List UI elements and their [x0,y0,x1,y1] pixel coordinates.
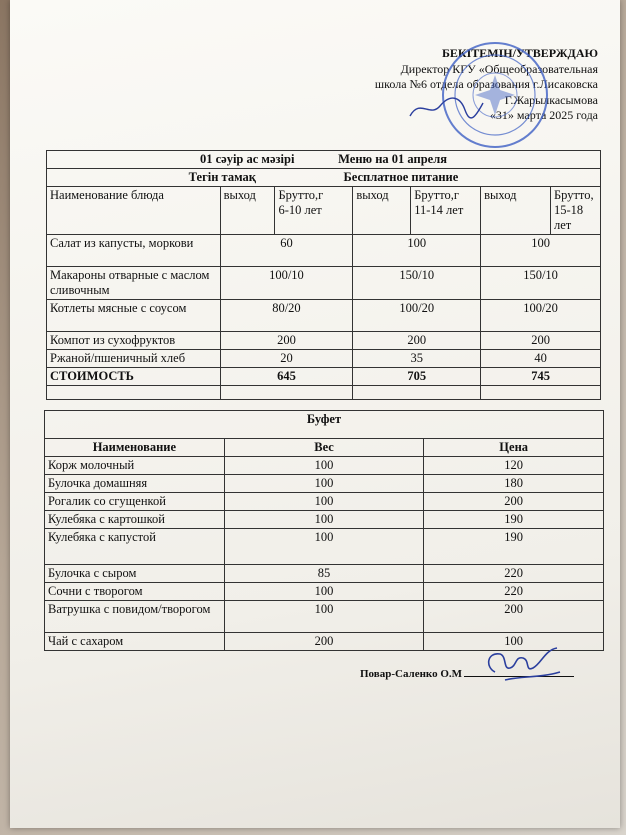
age-group-3: 15-18 лет [553,203,584,232]
free-meal-kz: Тегін тамақ [188,170,256,184]
menu-table [46,150,601,400]
dish-value-3: 200 [481,332,601,350]
buffet-item-weight: 100 [224,511,424,529]
buffet-table [44,410,604,651]
buffet-item-price: 180 [424,475,604,493]
buffet-item-name: Кулебяка с капустой [45,529,225,565]
dish-value-2: 200 [353,332,481,350]
cost-value-3: 745 [481,368,601,386]
menu-row [47,332,601,350]
approval-heading: БЕКІТЕМІН/УТВЕРЖДАЮ [441,46,598,60]
buffet-item-price: 100 [424,633,604,651]
buffet-row [45,457,604,475]
buffet-item-price: 200 [424,601,604,633]
buffet-item-price: 190 [424,529,604,565]
dish-value-2: 100/20 [353,300,481,332]
col-header-gross-2: Брутто,г 11-14 лет [411,187,481,235]
dish-value-1: 200 [220,332,353,350]
dish-value-1: 80/20 [220,300,353,332]
buffet-item-price: 220 [424,565,604,583]
cost-row [47,368,601,386]
buffet-title: Буфет [45,411,604,439]
buffet-row [45,565,604,583]
buffet-item-name: Рогалик со сгущенкой [45,493,225,511]
age-group-1: 6-10 лет [278,203,322,217]
menu-title-ru: Меню на 01 апреля [338,152,447,166]
buffet-row [45,475,604,493]
buffet-item-price: 220 [424,583,604,601]
buffet-item-weight: 100 [224,457,424,475]
cook-label: Повар-Саленко О.М [360,668,463,680]
dish-name: Салат из капусты, моркови [47,235,221,267]
blank-row [47,386,601,400]
col-header-out: выход [220,187,275,235]
dish-name: Котлеты мясные с соусом [47,300,221,332]
buffet-row [45,511,604,529]
dish-value-3: 40 [481,350,601,368]
dish-value-3: 100 [481,235,601,267]
menu-row [47,300,601,332]
col-header-gross-1: Брутто,г 6-10 лет [275,187,353,235]
dish-value-2: 150/10 [353,267,481,300]
dish-name: Компот из сухофруктов [47,332,221,350]
dish-value-1: 100/10 [220,267,353,300]
buffet-col-name: Наименование [45,439,225,457]
buffet-col-price: Цена [424,439,604,457]
menu-row [47,235,601,267]
menu-title-row [47,151,601,169]
buffet-row [45,493,604,511]
dish-name: Ржаной/пшеничный хлеб [47,350,221,368]
buffet-row [45,601,604,633]
cost-value-1: 645 [220,368,353,386]
col-header-out: выход [353,187,411,235]
approval-line: Директор КГУ «Общеобразовательная [400,61,598,76]
buffet-item-name: Ватрушка с повидом/творогом [45,601,225,633]
buffet-col-weight: Вес [224,439,424,457]
free-meal-ru: Бесплатное питание [343,170,459,184]
buffet-item-name: Корж молочный [45,457,225,475]
cook-signature-icon [475,642,565,687]
director-signature-icon [405,88,485,128]
menu-row [47,267,601,300]
dish-value-3: 100/20 [481,300,601,332]
buffet-item-weight: 100 [224,529,424,565]
buffet-item-price: 120 [424,457,604,475]
buffet-item-name: Чай с сахаром [45,633,225,651]
dish-value-2: 35 [353,350,481,368]
age-group-2: 11-14 лет [414,203,464,217]
buffet-item-weight: 85 [224,565,424,583]
buffet-item-weight: 100 [224,583,424,601]
buffet-item-name: Кулебяка с картошкой [45,511,225,529]
buffet-item-name: Булочка с сыром [45,565,225,583]
buffet-item-name: Сочни с творогом [45,583,225,601]
buffet-item-weight: 100 [224,493,424,511]
col-header-name: Наименование блюда [47,187,221,235]
buffet-item-price: 200 [424,493,604,511]
dish-value-1: 60 [220,235,353,267]
col-header-out: выход [481,187,551,235]
buffet-item-weight: 100 [224,475,424,493]
dish-value-2: 100 [353,235,481,267]
menu-row [47,350,601,368]
dish-name: Макароны отварные с маслом сливочным [47,267,221,300]
approval-line: школа №6 отдела образования г.Лисаковска [374,77,598,91]
buffet-row [45,529,604,565]
cost-label: СТОИМОСТЬ [47,368,221,386]
approval-line: Г.Жарылкасымова [504,92,598,107]
free-meal-row [47,169,601,187]
menu-title-kz: 01 сәуір ас мәзірі [199,152,295,166]
buffet-row [45,583,604,601]
dish-value-3: 150/10 [481,267,601,300]
document-sheet [10,0,620,828]
cost-value-2: 705 [353,368,481,386]
buffet-item-weight: 200 [224,633,424,651]
approval-date: «31» марта 2025 года [489,108,598,122]
buffet-item-name: Булочка домашняя [45,475,225,493]
dish-value-1: 20 [220,350,353,368]
col-header-gross-3: Брутто, 15-18 лет [550,187,600,235]
buffet-item-weight: 100 [224,601,424,633]
buffet-item-price: 190 [424,511,604,529]
